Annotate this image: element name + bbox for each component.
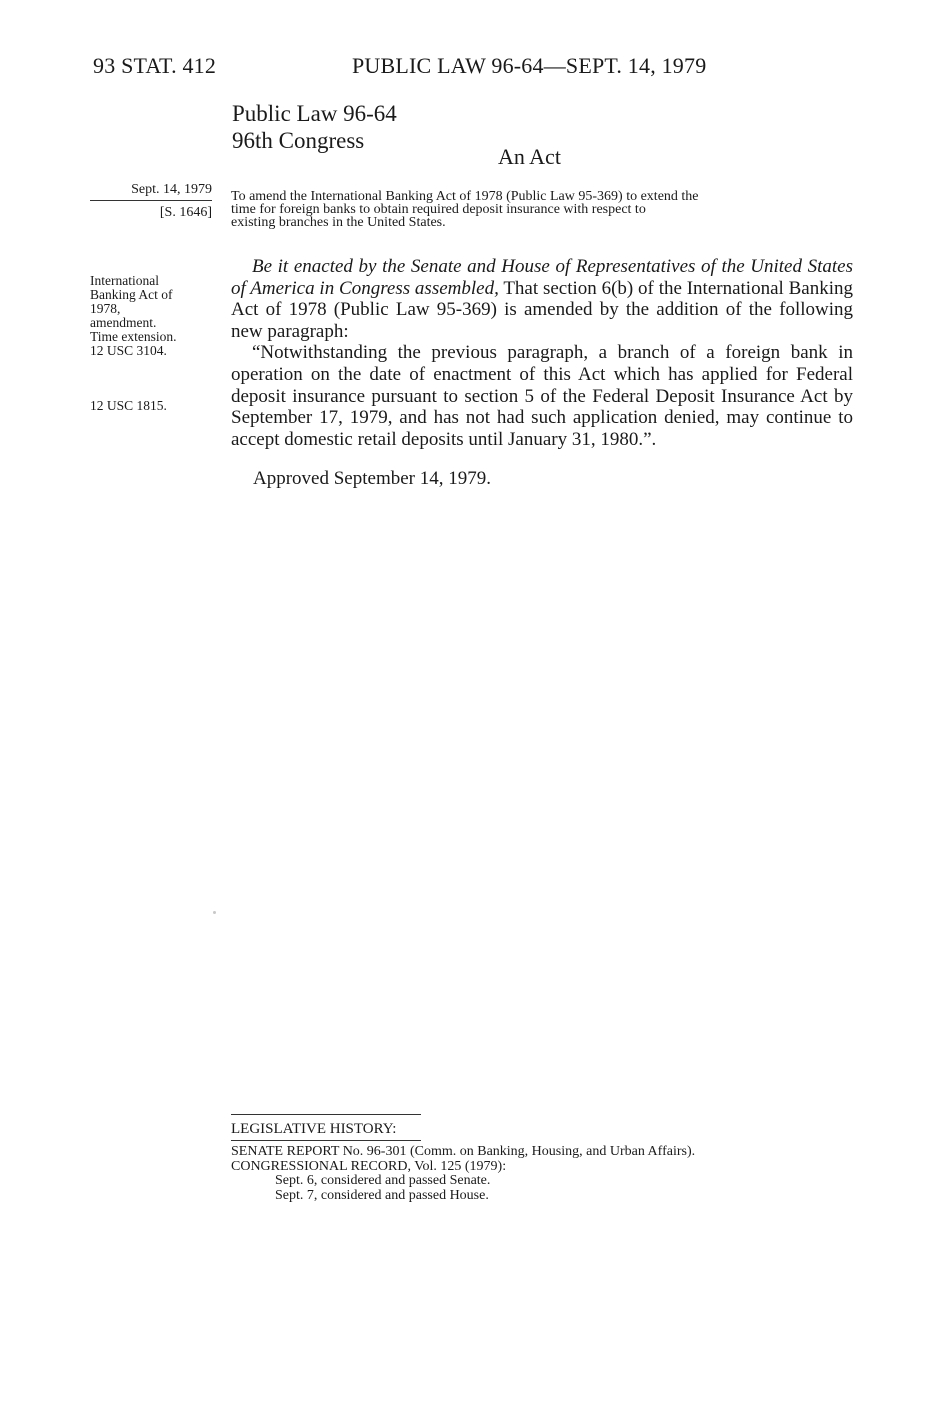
- margin-note-usc: 12 USC 1815.: [90, 398, 167, 413]
- law-number: Public Law 96-64: [232, 101, 397, 126]
- enacting-clause: Be it enacted by the Senate and House of Representatives of the United States of America in Congress assembled,: [231, 256, 853, 299]
- enactment-date: Sept. 14, 1979: [90, 182, 212, 201]
- purpose-line: time for foreign banks to obtain required deposit insurance with respect to: [231, 202, 646, 217]
- congress: 96th Congress: [232, 128, 365, 153]
- speck: [213, 911, 216, 914]
- legislative-history: [231, 1145, 695, 1203]
- history-action: Sept. 6, considered and passed Senate.: [275, 1173, 491, 1188]
- margin-note: 12 USC 3104.: [90, 343, 167, 358]
- history-action: Sept. 7, considered and passed House.: [275, 1187, 489, 1203]
- act-heading: An Act: [498, 144, 561, 169]
- enacting-paragraph: [231, 256, 853, 342]
- margin-note: 1978,: [90, 301, 121, 316]
- congressional-record: CONGRESSIONAL RECORD, Vol. 125 (1979):: [231, 1158, 507, 1174]
- senate-report: SENATE REPORT No. 96-301 (Comm. on Banking, Housing, and Urban Affairs).: [231, 1144, 696, 1159]
- margin-note: Time extension.: [90, 329, 177, 344]
- margin-note: amendment.: [90, 315, 157, 330]
- margin-note: Banking Act of: [90, 287, 173, 302]
- legislative-history-heading: LEGISLATIVE HISTORY:: [231, 1114, 421, 1141]
- act-body: [231, 256, 853, 450]
- approval-line: Approved September 14, 1979.: [253, 468, 491, 489]
- purpose-line: existing branches in the United States.: [231, 215, 446, 230]
- margin-date-block: [90, 182, 212, 221]
- bill-number: [S. 1646]: [159, 205, 212, 220]
- law-title: [232, 100, 397, 154]
- purpose-clause: [231, 190, 853, 229]
- margin-note: International: [90, 273, 159, 288]
- stat-reference: 93 STAT. 412: [93, 53, 217, 78]
- running-title: PUBLIC LAW 96-64—SEPT. 14, 1979: [352, 53, 707, 78]
- margin-notes: [90, 274, 215, 413]
- enacting-text: That section 6(b) of the International Banking Act of 1978 (Public Law 95-369) is amended by the addition of the following new paragraph:: [231, 277, 853, 342]
- quoted-paragraph: “Notwithstanding the previous paragraph, a branch of a foreign bank in operation on the date of enactment of this Act which has applied for Federal deposit insurance pursuant to section 5 of the Federal Deposit Insurance Act by September 17, 1979, and has not had such application denied, may continue to accept domestic retail deposits until January 31, 1980.”.: [231, 342, 853, 450]
- purpose-line: To amend the International Banking Act of 1978 (Public Law 95-369) to extend the: [231, 189, 699, 204]
